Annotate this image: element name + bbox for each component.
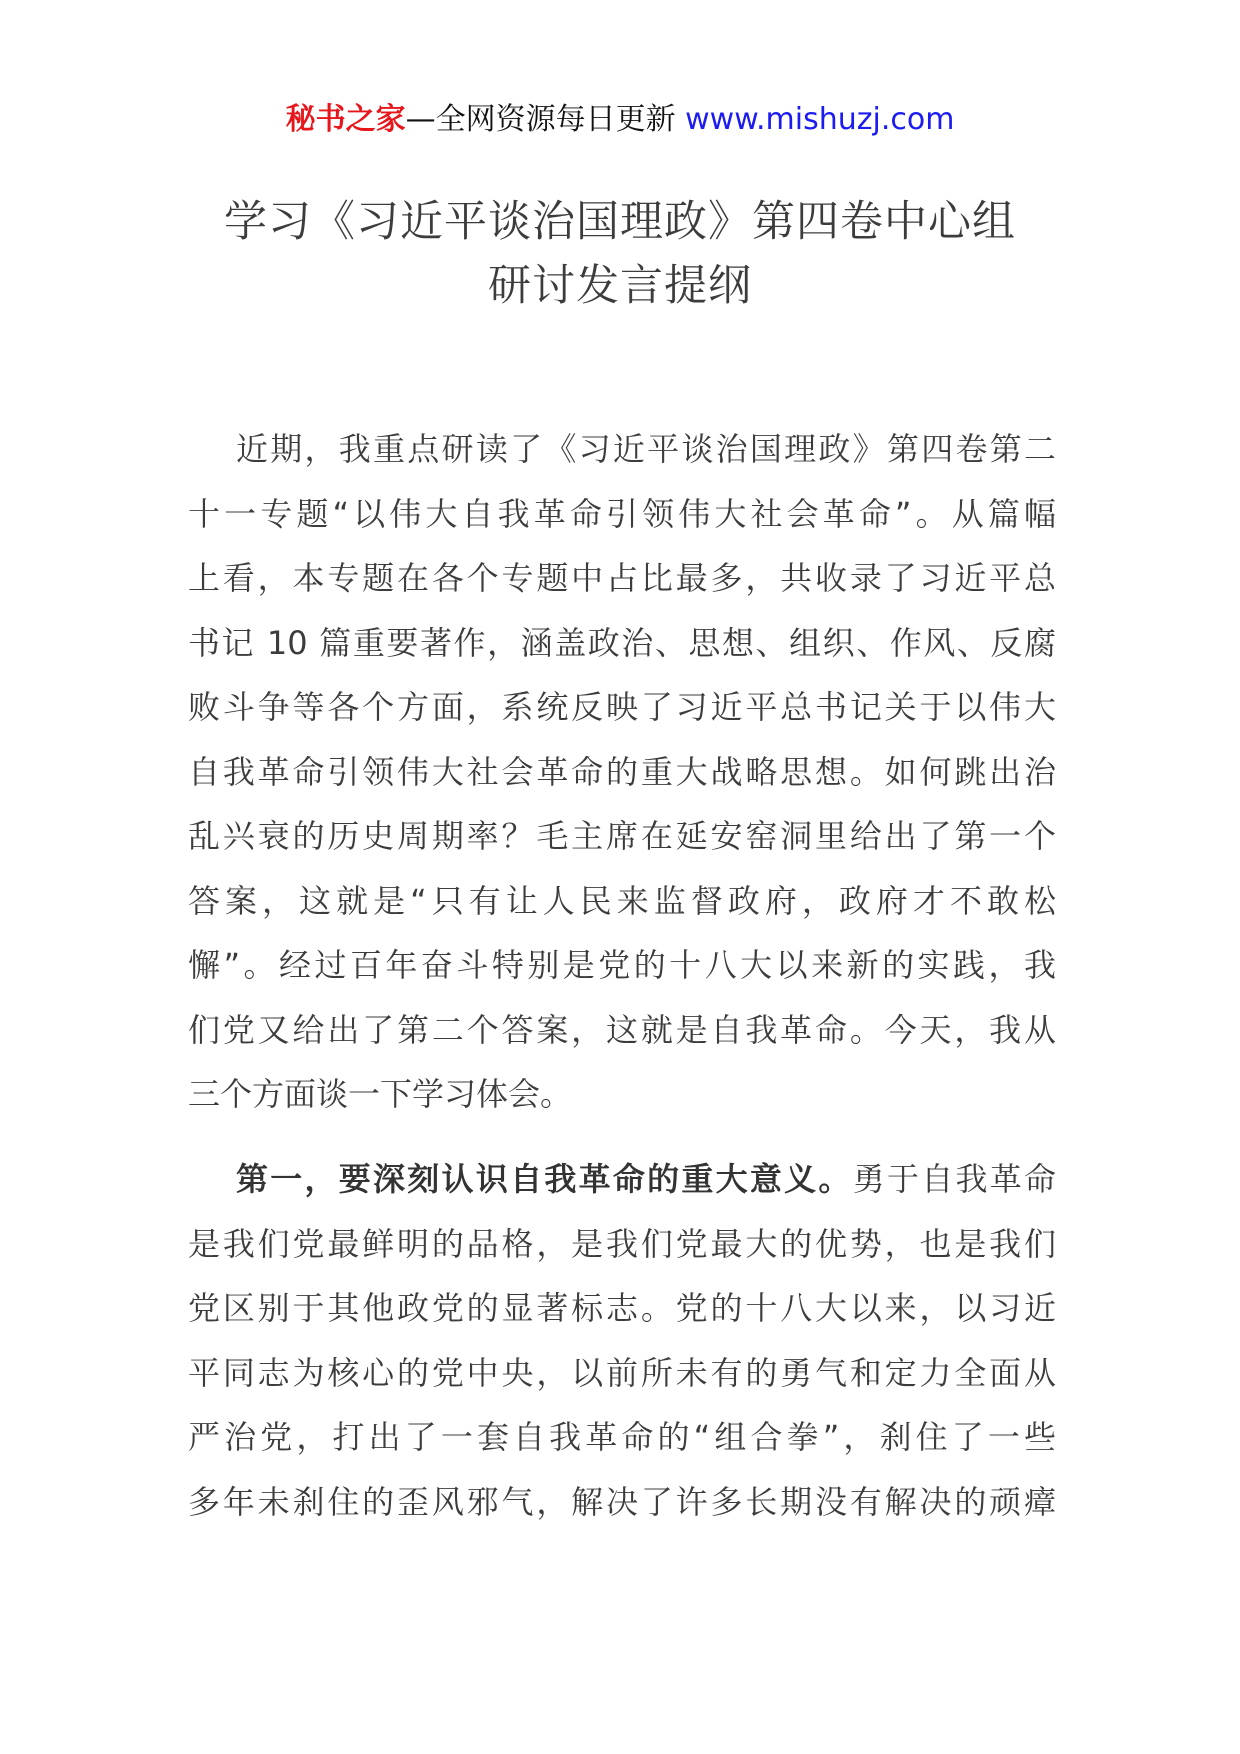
point-text: 勇于自我革命 <box>852 1160 1056 1198</box>
paragraph-intro <box>188 417 1056 1127</box>
text-line: 们党又给出了第二个答案，这就是自我革命。今天，我从 <box>188 1010 1056 1049</box>
paragraph-first-point <box>188 1147 1056 1534</box>
text-line: 是我们党最鲜明的品格，是我们党最大的优势，也是我们 <box>188 1224 1056 1263</box>
text-line: 书记 10 篇重要著作，涵盖政治、思想、组织、作风、反腐 <box>188 623 1056 662</box>
site-header <box>0 100 1240 140</box>
text-line-first <box>188 1147 1056 1212</box>
title-line: 学习《习近平谈治国理政》第四卷中心组 <box>224 197 1016 247</box>
text-line: 乱兴衰的历史周期率？毛主席在延安窑洞里给出了第一个 <box>188 817 1056 855</box>
text-line: 严治党，打出了一套自我革命的“组合拳”，刹住了一些 <box>188 1418 1056 1456</box>
text-line: 平同志为核心的党中央，以前所未有的勇气和定力全面从 <box>188 1353 1056 1392</box>
text-line: 多年未刹住的歪风邪气，解决了许多长期没有解决的顽瘴 <box>188 1482 1056 1521</box>
header-slogan: —全网资源每日更新 <box>405 102 686 137</box>
title-line: 研讨发言提纲 <box>488 261 752 311</box>
text-line: 懈”。经过百年奋斗特别是党的十八大以来新的实践，我 <box>188 946 1056 984</box>
text-line: 败斗争等各个方面，系统反映了习近平总书记关于以伟大 <box>188 688 1056 726</box>
brand-name: 秘书之家 <box>285 102 406 137</box>
site-url-link[interactable]: www.mishuzj.com <box>685 102 955 137</box>
text-line: 上看，本专题在各个专题中占比最多，共收录了习近平总 <box>188 559 1056 597</box>
text-line: 近期，我重点研读了《习近平谈治国理政》第四卷第二 <box>236 430 1056 468</box>
text-line: 十一专题“以伟大自我革命引领伟大社会革命”。从篇幅 <box>188 494 1056 533</box>
text-line: 答案，这就是“只有让人民来监督政府，政府才不敢松 <box>188 881 1056 920</box>
text-line: 党区别于其他政党的显著标志。党的十八大以来，以习近 <box>188 1289 1056 1327</box>
point-heading: 第一，要深刻认识自我革命的重大意义。 <box>236 1160 853 1198</box>
text-line: 三个方面谈一下学习体会。 <box>188 1075 573 1113</box>
text-line: 自我革命引领伟大社会革命的重大战略思想。如何跳出治 <box>188 752 1056 791</box>
document-title <box>160 190 1080 318</box>
